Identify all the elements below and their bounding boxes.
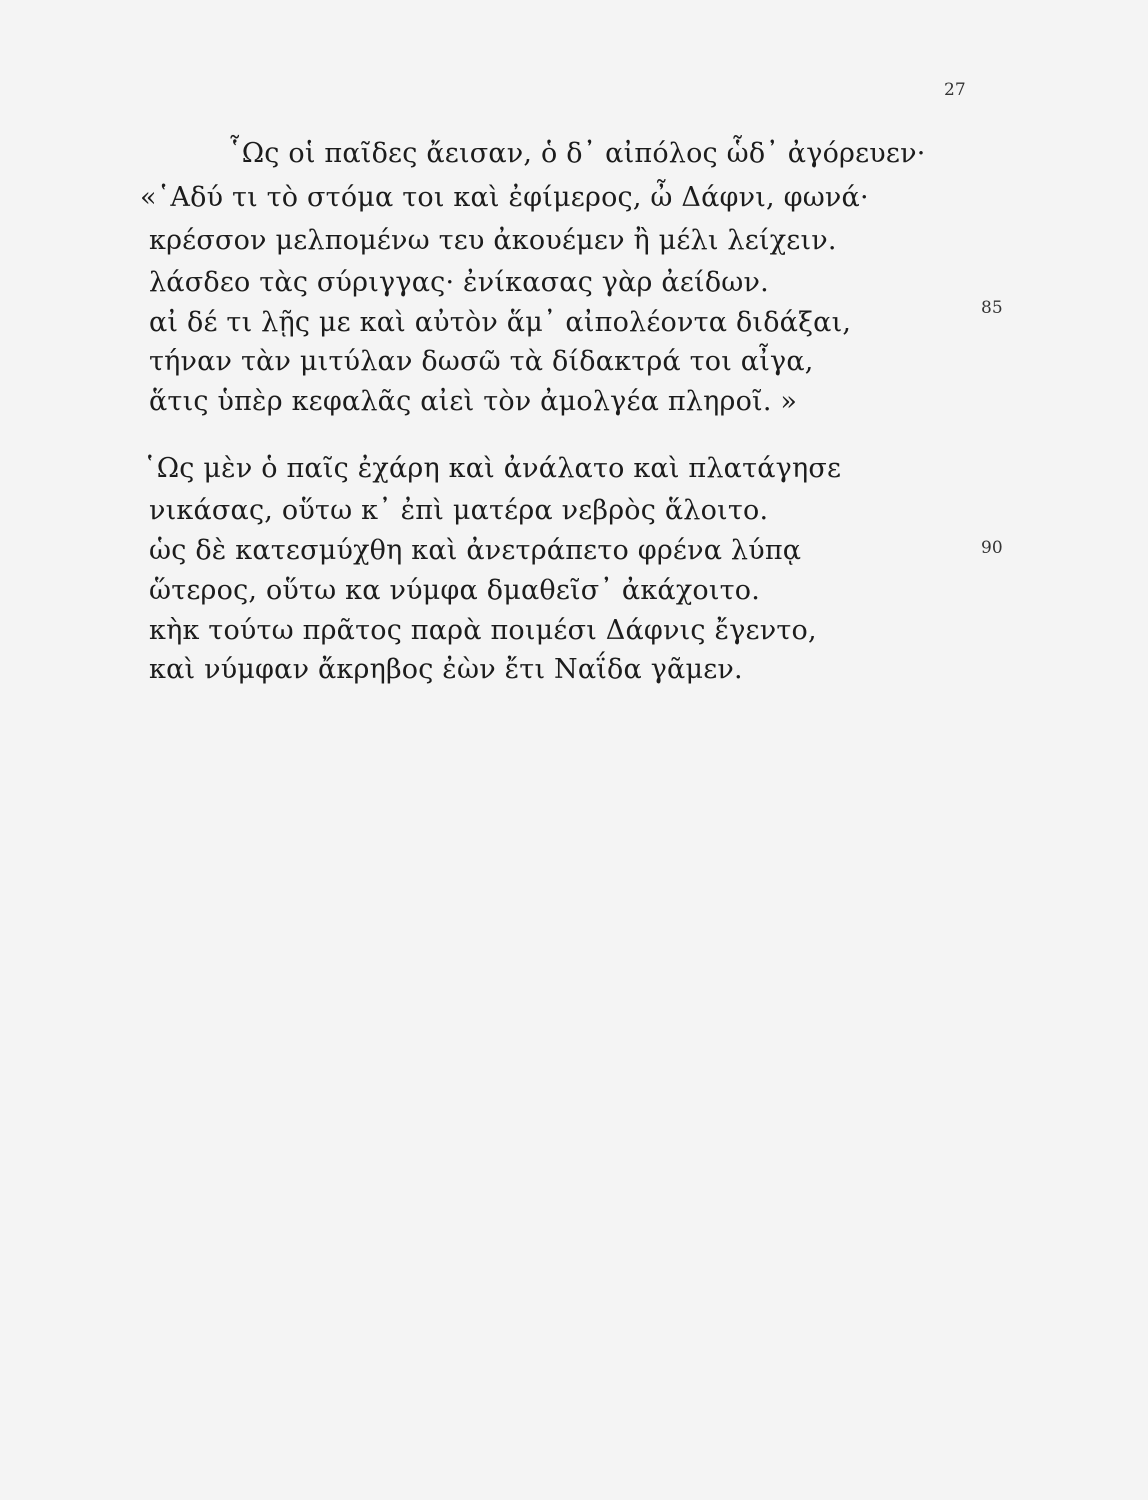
line-number-90: 90 (981, 538, 1003, 558)
verse-line: λάσδεο τὰς σύριγγας· ἐνίκασας γὰρ ἀείδων. (149, 267, 769, 298)
verse-line: ἅτις ὑπὲρ κεφαλᾶς αἰεὶ τὸν ἀμολγέα πληροῖ. » (149, 386, 798, 417)
page-number: 27 (944, 80, 966, 100)
verse-line: κὴκ τούτω πρᾶτος παρὰ ποιμέσι Δάφνις ἔγεντο, (149, 615, 817, 646)
verse-line: «῾Αδύ τι τὸ στόμα τοι καὶ ἐφίμερος, ὦ Δάφνι, φωνά· (140, 182, 869, 213)
verse-line: κρέσσον μελπομένω τευ ἀκουέμεν ἢ μέλι λείχειν. (149, 225, 837, 256)
verse-line: τήναν τὰν μιτύλαν δωσῶ τὰ δίδακτρά τοι αἶγα, (149, 346, 814, 377)
line-number-85: 85 (981, 298, 1003, 318)
verse-line: ὡς δὲ κατεσμύχθη καὶ ἀνετράπετο φρένα λύπᾳ (149, 535, 802, 566)
verse-line: καὶ νύμφαν ἄκρηβος ἐὼν ἔτι Ναΐδα γᾶμεν. (149, 654, 743, 685)
verse-line: ῾Ως μὲν ὁ παῖς ἐχάρη καὶ ἀνάλατο καὶ πλατάγησε (143, 453, 842, 484)
verse-line: ῟Ως οἱ παῖδες ἄεισαν, ὁ δ᾽ αἰπόλος ὧδ᾽ ἀγόρευεν· (228, 138, 926, 169)
verse-line: νικάσας, οὕτω κ᾽ ἐπὶ ματέρα νεβρὸς ἅλοιτο. (149, 495, 769, 526)
verse-line: αἰ δέ τι λῇς με καὶ αὐτὸν ἅμ᾽ αἰπολέοντα διδάξαι, (149, 307, 852, 338)
verse-line: ὥτερος, οὕτω κα νύμφα δμαθεῖσ᾽ ἀκάχοιτο. (149, 575, 761, 606)
